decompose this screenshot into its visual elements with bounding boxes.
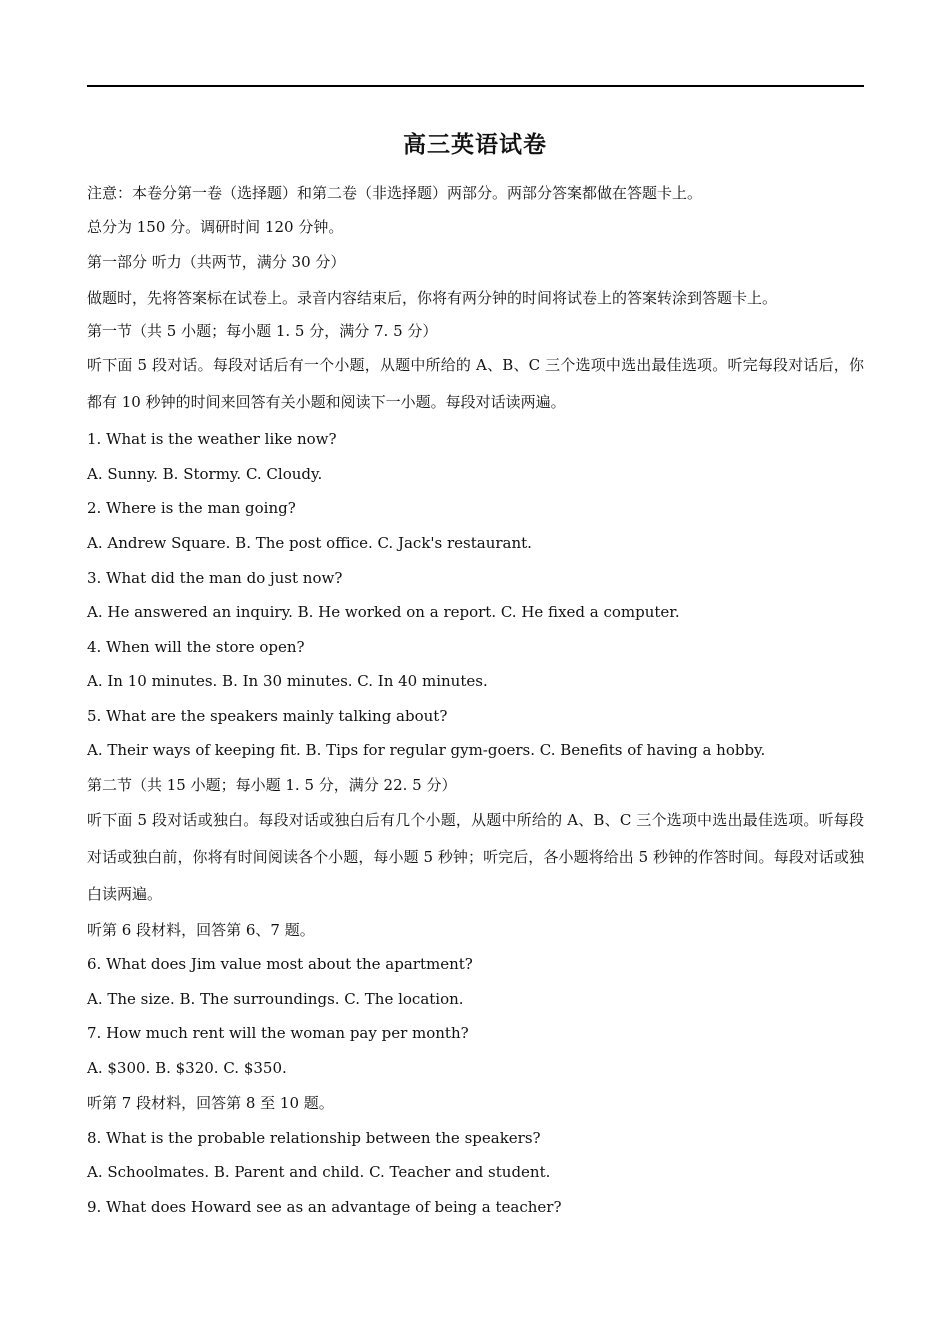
part1-instruction: 做题时，先将答案标在试卷上。录音内容结束后，你将有两分钟的时间将试卷上的答案转涂到答题卡上。 <box>87 289 778 307</box>
question-1: 1. What is the weather like now? <box>87 430 337 448</box>
question-6: 6. What does Jim value most about the apartment? <box>87 955 473 973</box>
section2-header: 第二节（共 15 小题；每小题 1. 5 分，满分 22. 5 分） <box>87 776 457 794</box>
part1-header: 第一部分 听力（共两节，满分 30 分） <box>87 253 346 271</box>
question-3-options: A. He answered an inquiry. B. He worked on a report. C. He fixed a computer. <box>87 603 680 621</box>
section1-header: 第一节（共 5 小题；每小题 1. 5 分，满分 7. 5 分） <box>87 322 438 340</box>
question-5-options: A. Their ways of keeping fit. B. Tips for regular gym-goers. C. Benefits of having a hobby. <box>87 741 766 759</box>
notice-line-2: 总分为 150 分。调研时间 120 分钟。 <box>87 218 344 236</box>
question-5: 5. What are the speakers mainly talking about? <box>87 707 448 725</box>
question-4-options: A. In 10 minutes. B. In 30 minutes. C. In 40 minutes. <box>87 672 488 690</box>
question-4: 4. When will the store open? <box>87 638 305 656</box>
question-2-options: A. Andrew Square. B. The post office. C. Jack's restaurant. <box>87 534 532 552</box>
material-7-header: 听第 7 段材料，回答第 8 至 10 题。 <box>87 1094 334 1112</box>
notice-line-1: 注意：本卷分第一卷（选择题）和第二卷（非选择题）两部分。两部分答案都做在答题卡上。 <box>87 184 703 202</box>
page-title: 高三英语试卷 <box>403 131 547 158</box>
question-8: 8. What is the probable relationship between the speakers? <box>87 1129 541 1147</box>
question-8-options: A. Schoolmates. B. Parent and child. C. Teacher and student. <box>87 1163 551 1181</box>
material-6-header: 听第 6 段材料，回答第 6、7 题。 <box>87 921 315 939</box>
section1-instruction: 听下面 5 段对话。每段对话后有一个小题，从题中所给的 A、B、C 三个选项中选出最佳选项。听完每段对话后，你都有 10 秒钟的时间来回答有关小题和阅读下一小题。每段对话读两遍。 <box>87 356 864 411</box>
question-6-options: A. The size. B. The surroundings. C. The location. <box>87 990 464 1008</box>
question-3: 3. What did the man do just now? <box>87 569 343 587</box>
section2-instruction: 听下面 5 段对话或独白。每段对话或独白后有几个小题，从题中所给的 A、B、C 三个选项中选出最佳选项。听每段对话或独白前，你将有时间阅读各个小题，每小题 5 秒钟；听完后，各小题将给出 5 秒钟的作答时间。每段对话或独白读两遍。 <box>87 811 864 903</box>
question-9: 9. What does Howard see as an advantage of being a teacher? <box>87 1198 562 1216</box>
question-7-options: A. $300. B. $320. C. $350. <box>87 1059 287 1077</box>
question-1-options: A. Sunny. B. Stormy. C. Cloudy. <box>87 465 323 483</box>
header-rule <box>87 85 864 87</box>
question-2: 2. Where is the man going? <box>87 499 296 517</box>
question-7: 7. How much rent will the woman pay per month? <box>87 1024 469 1042</box>
